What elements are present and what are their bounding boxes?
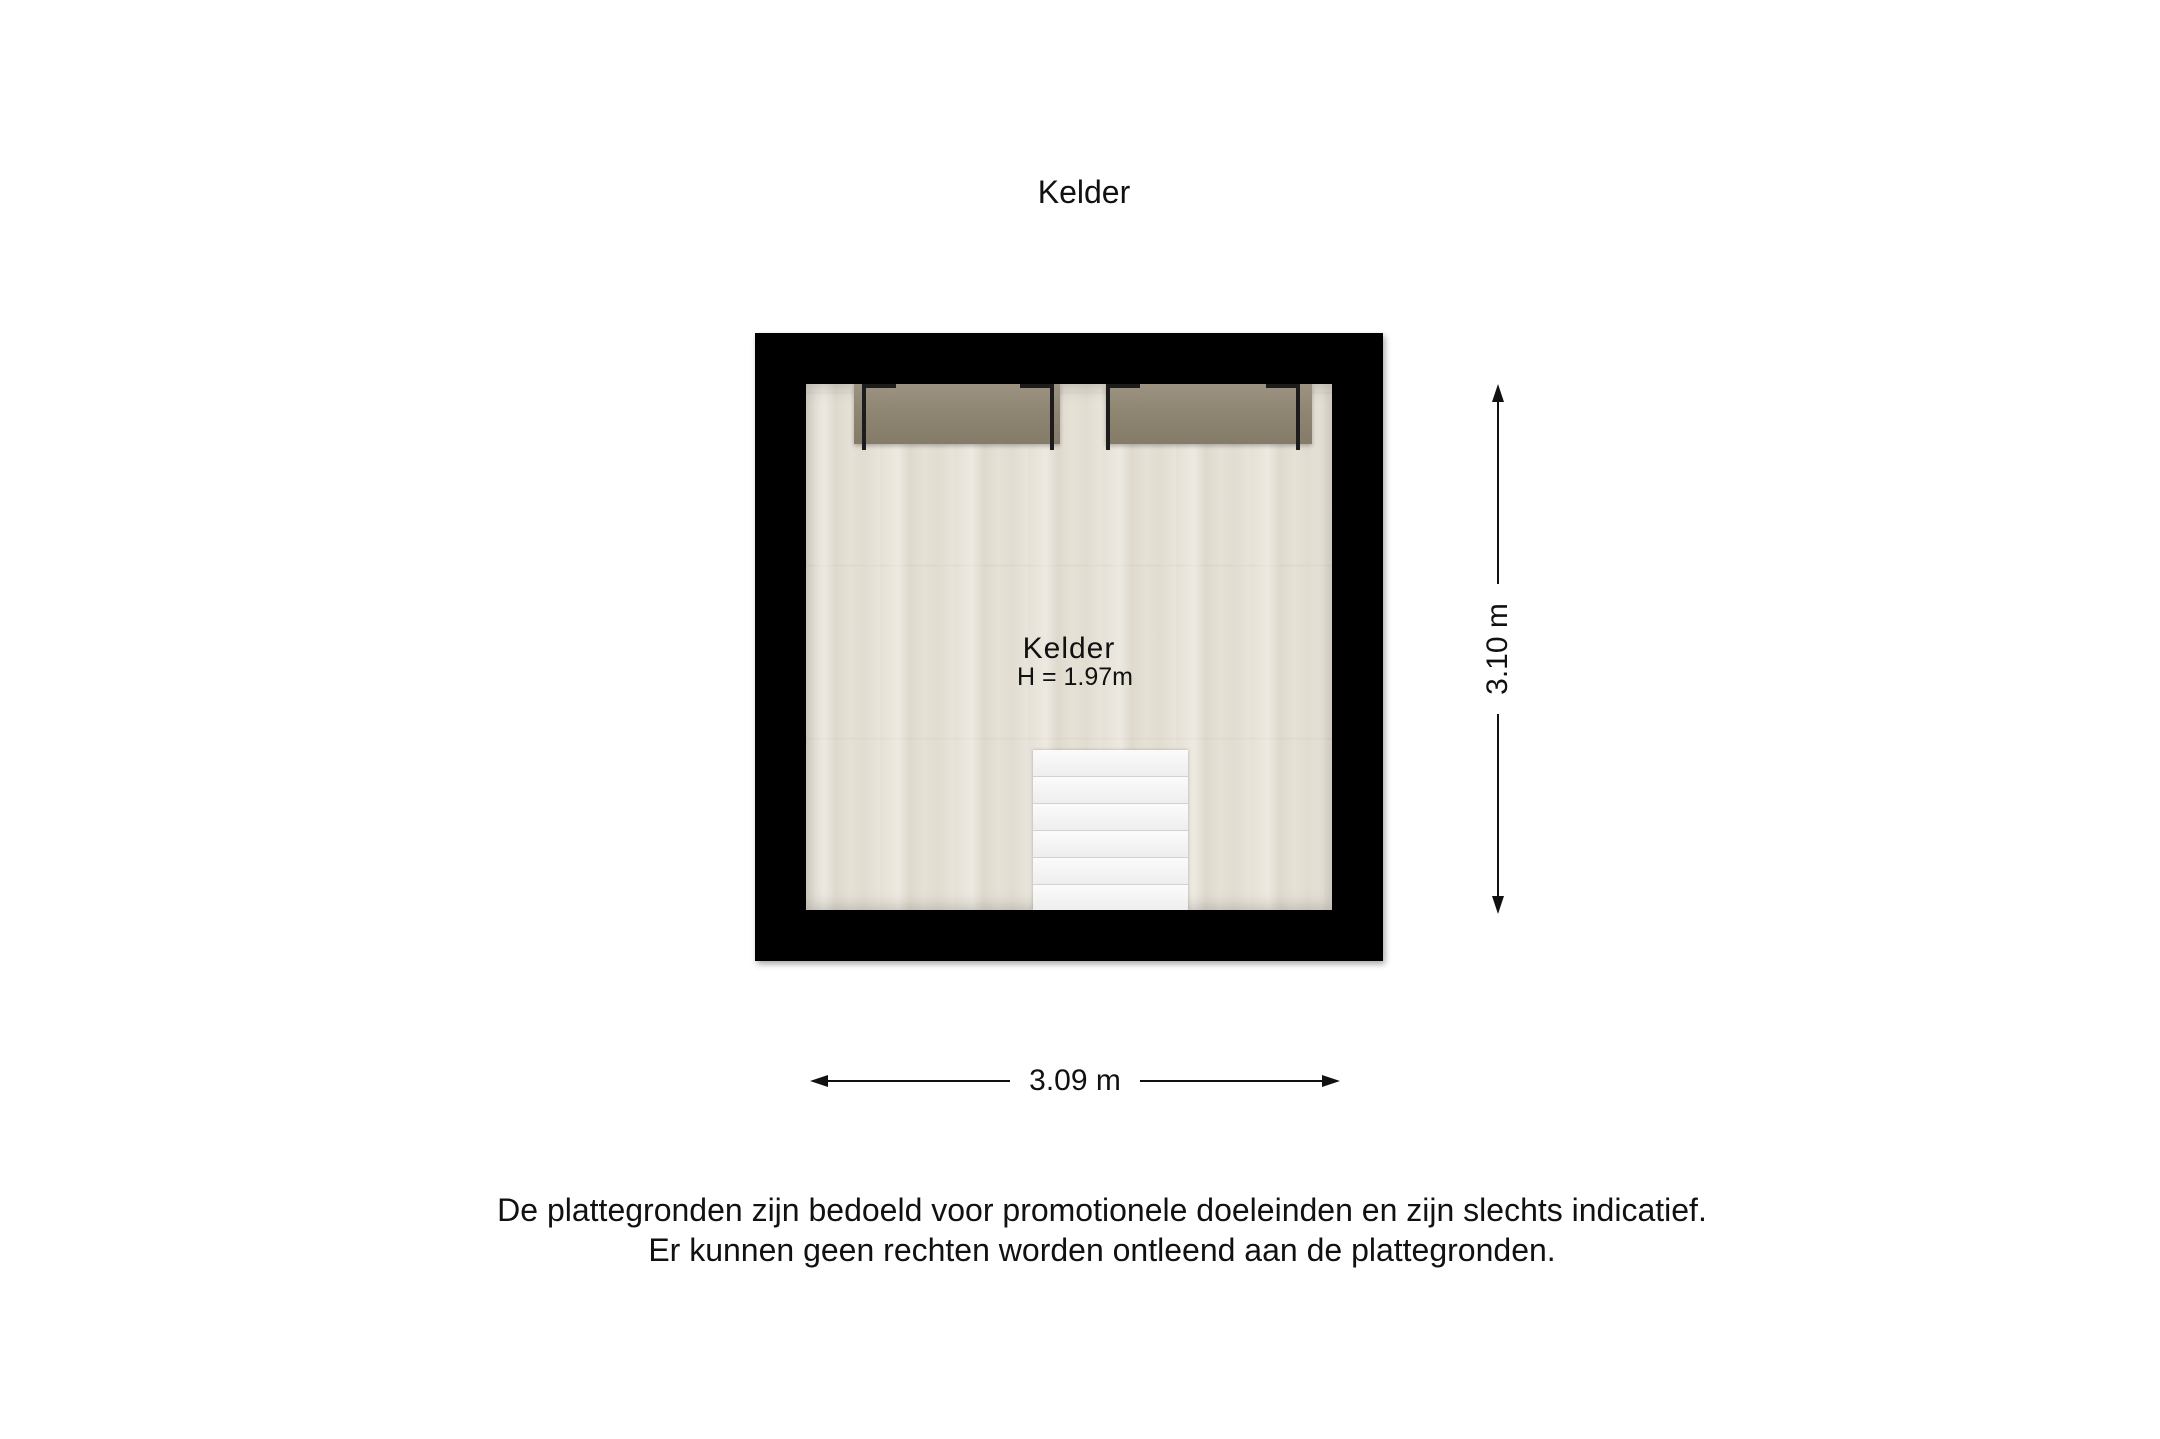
stair-step xyxy=(1033,831,1188,858)
staircase xyxy=(1033,750,1188,910)
stair-step xyxy=(1033,777,1188,804)
page-title: Kelder xyxy=(1037,174,1131,210)
stair-step xyxy=(1033,804,1188,831)
disclaimer xyxy=(0,1190,2160,1270)
stair-step xyxy=(1033,750,1188,777)
disclaimer-line-1: De plattegronden zijn bedoeld voor promotionele doeleinden en zijn slechts indicatief. xyxy=(497,1192,1707,1228)
disclaimer-line-2: Er kunnen geen rechten worden ontleend aan de plattegronden. xyxy=(648,1232,1556,1268)
wall-shelf-right xyxy=(1106,384,1312,444)
shelf-bracket xyxy=(1106,384,1110,450)
stair-step xyxy=(1033,858,1188,885)
shelf-bracket xyxy=(1020,384,1054,388)
room-name-label: Kelder xyxy=(1022,632,1116,665)
stair-step xyxy=(1033,885,1188,910)
shelf-bracket xyxy=(1050,384,1054,450)
width-dimension xyxy=(810,1061,1340,1101)
wall-shelf-left xyxy=(854,384,1060,444)
shelf-bracket xyxy=(1106,384,1140,388)
width-dimension-label: 3.09 m xyxy=(1029,1064,1121,1097)
shelf-bracket xyxy=(862,384,896,388)
depth-dimension-label: 3.10 m xyxy=(1481,603,1514,695)
room-height-label: H = 1.97m xyxy=(1016,663,1134,691)
shelf-bracket xyxy=(1266,384,1300,388)
shelf-bracket xyxy=(1296,384,1300,450)
shelf-bracket xyxy=(862,384,866,450)
depth-dimension xyxy=(1478,384,1518,914)
floor-plan xyxy=(755,333,1383,961)
